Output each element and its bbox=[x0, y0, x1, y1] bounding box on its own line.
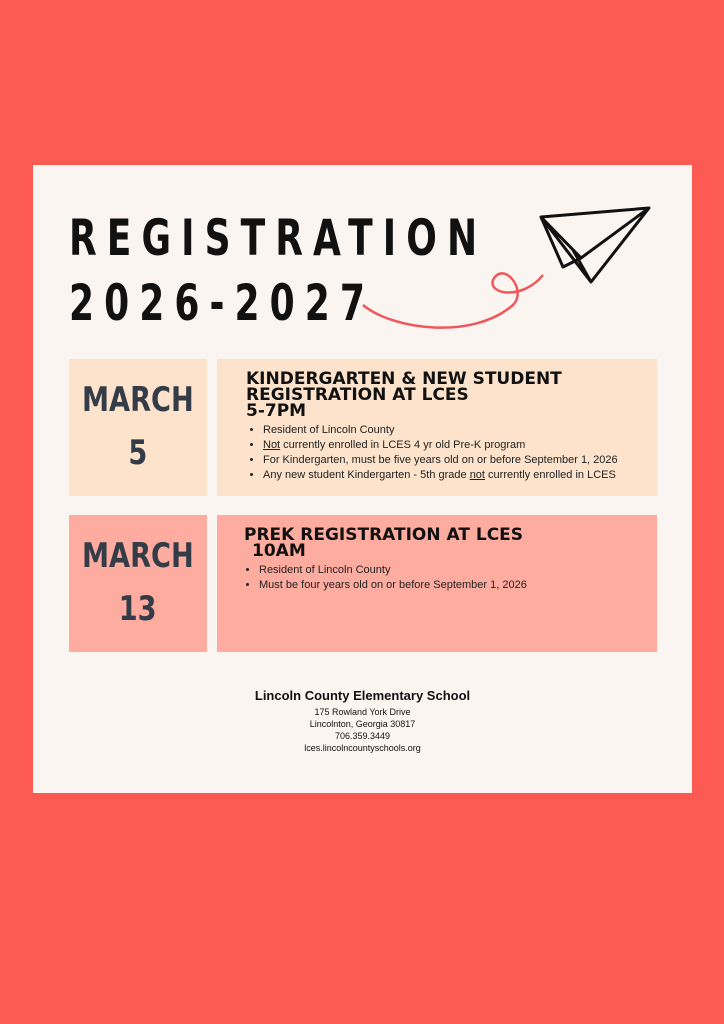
flyer-card bbox=[33, 165, 692, 793]
list-item: • Resident of Lincoln County bbox=[259, 563, 657, 578]
phone: 706.359.3449 bbox=[334, 731, 391, 741]
event-info-kindergarten bbox=[217, 359, 657, 496]
list-item: • For Kindergarten, must be five years old on or before September 1, 2026 bbox=[263, 453, 657, 468]
requirements-list bbox=[243, 563, 657, 593]
title-line-2: 2026-2027 bbox=[69, 274, 376, 332]
list-item: • Must be four years old on or before September 1, 2026 bbox=[259, 578, 657, 593]
event-heading: PREK REGISTRATION AT LCES 10AM bbox=[244, 525, 524, 561]
date-month: MARCH bbox=[82, 379, 194, 420]
list-item: • Any new student Kindergarten - 5th grade not currently enrolled in LCES bbox=[263, 468, 657, 483]
address-line-1: 175 Rowland York Drive bbox=[314, 707, 411, 717]
address-line-2: Lincolnton, Georgia 30817 bbox=[309, 719, 416, 729]
date-month: MARCH bbox=[82, 535, 194, 576]
date-box-march-13 bbox=[69, 515, 207, 652]
school-contact bbox=[33, 688, 692, 754]
date-day: 5 bbox=[128, 433, 148, 474]
date-day: 13 bbox=[119, 589, 157, 630]
list-item: • Not currently enrolled in LCES 4 yr old Pre-K program bbox=[263, 438, 657, 453]
title-line-1: REGISTRATION bbox=[69, 209, 488, 267]
website: lces.lincolncountyschools.org bbox=[304, 743, 421, 753]
date-box-march-5 bbox=[69, 359, 207, 496]
list-item: • Resident of Lincoln County bbox=[263, 423, 657, 438]
paper-plane-icon bbox=[353, 200, 663, 340]
event-info-prek bbox=[217, 515, 657, 652]
requirements-list bbox=[247, 423, 657, 483]
event-heading: KINDERGARTEN & NEW STUDENT REGISTRATION AT LCES 5-7PM bbox=[246, 369, 562, 421]
school-name: Lincoln County Elementary School bbox=[254, 688, 471, 703]
